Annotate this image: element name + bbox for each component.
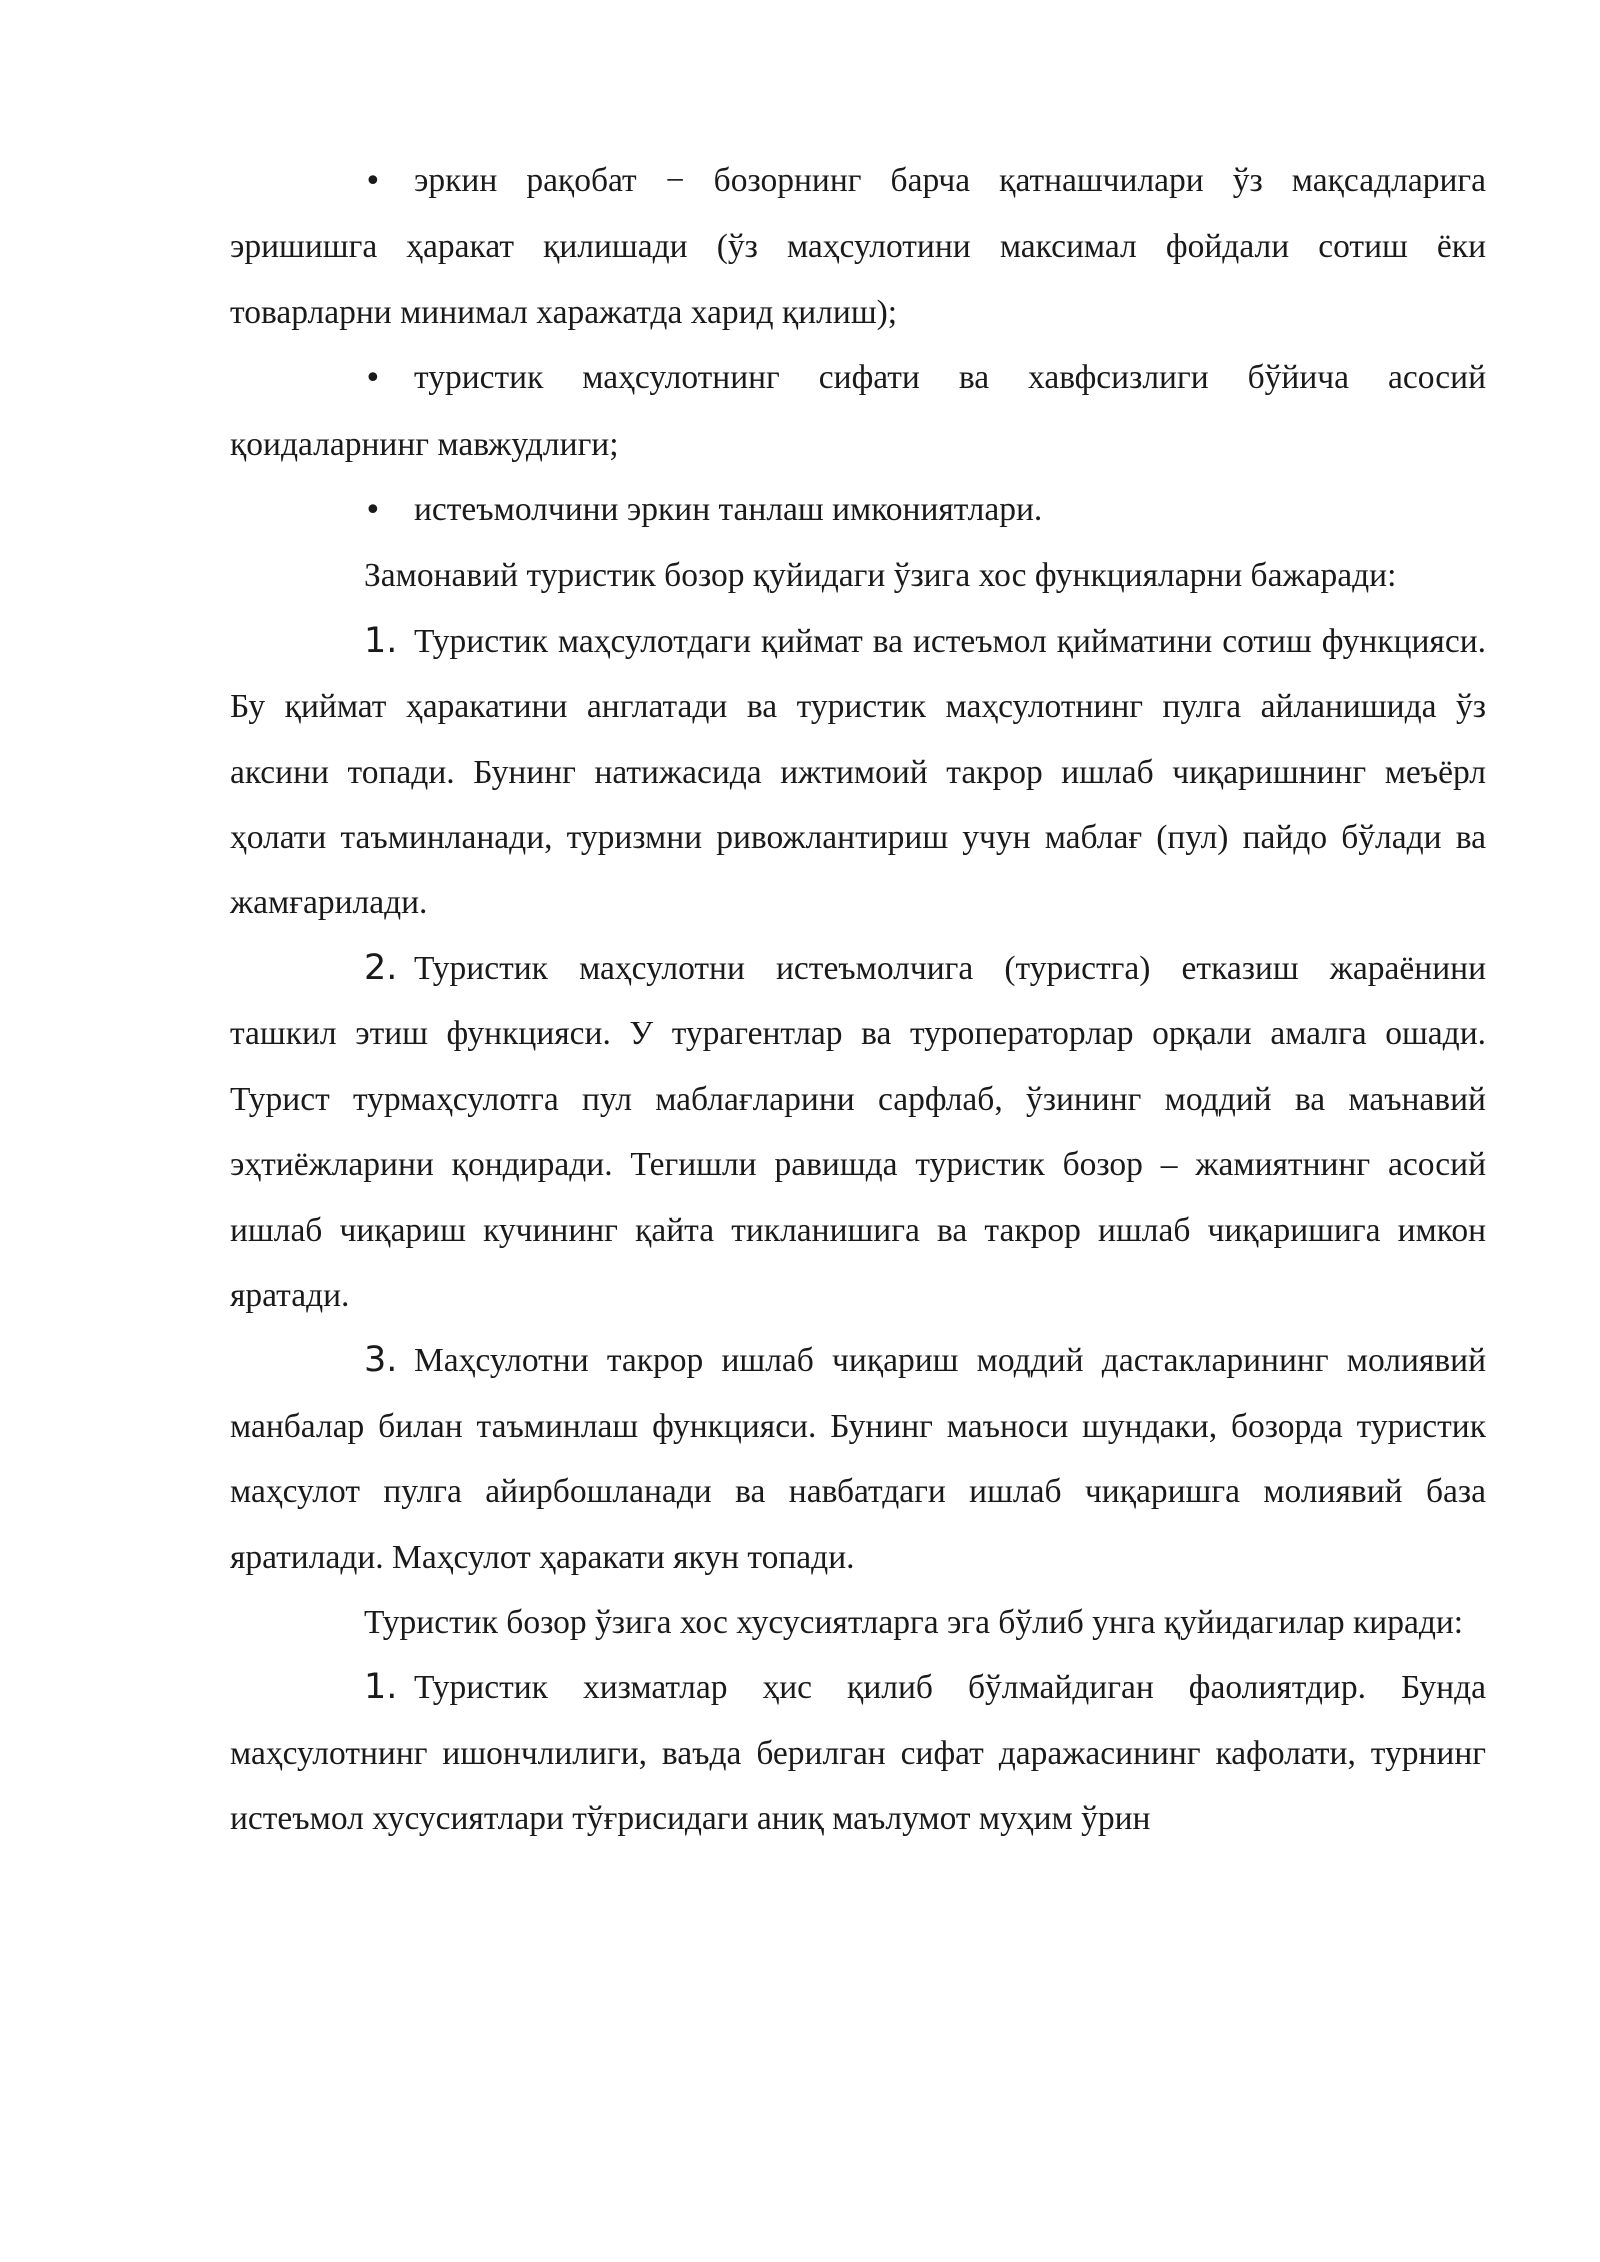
item-number: 2. xyxy=(364,947,398,988)
bullet-text: туристик маҳсулотнинг сифати ва хавфсизлиги бўйича асосий қоидаларнинг мавжудлиги; xyxy=(230,359,1486,463)
item-text: Туристик хизматлар ҳис қилиб бўлмайдиган фаолиятдир. Бунда маҳсулотнинг ишончлилиги, ваъда берилган сифат даражасининг кафолати, турнинг истеъмол хусусиятлари тўғрисидаги аниқ маълумот муҳим ўрин xyxy=(230,1669,1486,1838)
numbered-item xyxy=(230,609,1486,936)
numbered-item xyxy=(230,936,1486,1328)
bullet-item xyxy=(230,148,1486,345)
bullet-item xyxy=(230,477,1486,543)
numbered-item xyxy=(230,1655,1486,1851)
bullet-text: эркин рақобат − бозорнинг барча қатнашчилари ўз мақсадларига эришишга ҳаракат қилишади (ўз маҳсулотини максимал фойдали сотиш ёки товарларни минимал харажатда харид қилиш); xyxy=(230,162,1486,331)
item-number: 1. xyxy=(364,1667,398,1708)
bullet-text: истеъмолчини эркин танлаш имкониятлари. xyxy=(414,491,1043,529)
bullet-icon: • xyxy=(364,493,382,529)
document-page xyxy=(230,148,1486,1852)
bullet-icon: • xyxy=(364,164,382,199)
item-number: 3. xyxy=(364,1340,398,1381)
functions-intro-paragraph: Замонавий туристик бозор қуйидаги ўзига хос функцияларни бажаради: xyxy=(364,557,1397,595)
bullet-item xyxy=(230,345,1486,477)
item-text: Туристик маҳсулотдаги қиймат ва истеъмол қийматини сотиш функцияси. Бу қиймат ҳаракатини англатади ва туристик маҳсулотнинг пулга айланишида ўз аксини топади. Бунинг натижасида ижтимоий такрор ишлаб чиқаришнинг меъёрл ҳолати таъминланади, туризмни ривожлантириш учун маблағ (пул) пайдо бўлади ва жамғарилади. xyxy=(230,622,1486,922)
item-text: Маҳсулотни такрор ишлаб чиқариш моддий дастакларининг молиявий манбалар билан таъминлаш функцияси. Бунинг маъноси шундаки, бозорда туристик маҳсулот пулга айирбошланади ва навбатдаги ишлаб чиқаришга молиявий база яратилади. Маҳсулот ҳаракати якун топади. xyxy=(230,1342,1486,1576)
numbered-item xyxy=(230,1328,1486,1590)
item-number: 1. xyxy=(364,620,398,661)
item-text: Туристик маҳсулотни истеъмолчига (туристга) етказиш жараёнини ташкил этиш функцияси. У турагентлар ва туроператорлар орқали амалга ошади. Турист турмаҳсулотга пул маблағларини сарфлаб, ўзининг моддий ва маънавий эҳтиёжларини қондиради. Тегишли равишда туристик бозор – жамиятнинг асосий ишлаб чиқариш кучининг қайта тикланишига ва такрор ишлаб чиқаришига имкон яратади. xyxy=(230,949,1486,1314)
features-intro-paragraph: Туристик бозор ўзига хос хусусиятларга эга бўлиб унга қуйидагилар киради: xyxy=(364,1603,1464,1641)
bullet-icon: • xyxy=(364,361,382,397)
